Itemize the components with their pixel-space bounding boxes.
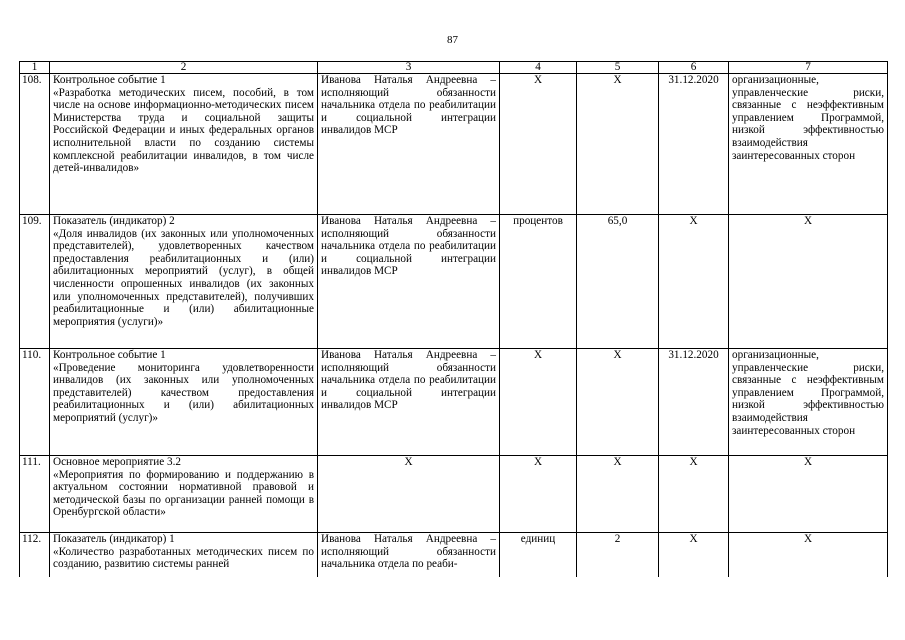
value-cell: Х [577, 349, 659, 456]
event-cell [50, 533, 318, 577]
col-header-2: 2 [50, 62, 318, 74]
table-row [20, 74, 888, 215]
responsible-cell: Иванова Наталья Андреевна – исполняющий обязанности начальника отдела по реабилитации и социальной интеграции инвалидов МСР [318, 215, 500, 349]
event-title: Показатель (индикатор) 1 [53, 533, 175, 545]
risks-cell: организационные, управленческие риски, связанные с неэффективным управлением Программой, низкой эффективностью взаимодействия заинтересованных сторон [729, 74, 888, 215]
event-body: «Проведение мониторинга удовлетворенности инвалидов (их законных или уполномоченных представителей) качеством предоставления реабилитационных и (или) абилитационных мероприятий (услуг)» [53, 361, 314, 424]
row-number: 109. [20, 215, 50, 349]
col-header-3: 3 [318, 62, 500, 74]
event-body: «Доля инвалидов (их законных или уполномоченных представителей), удовлетворенных качеством предоставления реабилитационных и (или) абилитационных мероприятий (услуг), в общей численности опрошенных инвалидов (их законных или уполномоченных представителей), получивших реабилитационные и (или) абилитационные мероприятия (услуги)» [53, 227, 314, 328]
date-cell: 31.12.2020 [659, 349, 729, 456]
date-cell: Х [659, 533, 729, 577]
date-cell: Х [659, 456, 729, 533]
event-cell [50, 349, 318, 456]
responsible-cell: Иванова Наталья Андреевна – исполняющий обязанности начальника отдела по реаби- [318, 533, 500, 577]
page-number: 87 [447, 34, 458, 46]
risks-cell: Х [729, 456, 888, 533]
risks-cell: Х [729, 215, 888, 349]
col-header-6: 6 [659, 62, 729, 74]
unit-cell: процентов [500, 215, 577, 349]
unit-cell: Х [500, 349, 577, 456]
event-body: «Количество разработанных методических писем по созданию, развитию системы ранней [53, 545, 314, 571]
col-header-1: 1 [20, 62, 50, 74]
row-number: 110. [20, 349, 50, 456]
date-cell: Х [659, 215, 729, 349]
unit-cell: Х [500, 74, 577, 215]
value-cell: 65,0 [577, 215, 659, 349]
risks-cell: организационные, управленческие риски, связанные с неэффективным управлением Программой, низкой эффективностью взаимодействия заинтересованных сторон [729, 349, 888, 456]
risks-cell: Х [729, 533, 888, 577]
col-header-4: 4 [500, 62, 577, 74]
unit-cell: единиц [500, 533, 577, 577]
value-cell: Х [577, 456, 659, 533]
unit-cell: Х [500, 456, 577, 533]
responsible-cell: Х [318, 456, 500, 533]
header-row [20, 62, 888, 74]
row-number: 111. [20, 456, 50, 533]
event-cell [50, 215, 318, 349]
table-row [20, 456, 888, 533]
event-title: Контрольное событие 1 [53, 74, 166, 86]
event-body: «Мероприятия по формированию и поддержанию в актуальном состоянии нормативной правовой и методической базы по организации ранней помощи в Оренбургской области» [53, 468, 314, 519]
table-row [20, 533, 888, 577]
table-row [20, 349, 888, 456]
table-row [20, 215, 888, 349]
date-cell: 31.12.2020 [659, 74, 729, 215]
row-number: 112. [20, 533, 50, 577]
event-body: «Разработка методических писем, пособий, в том числе на основе информационно-методических писем Министерства труда и социальной защиты Российской Федерации и иных федеральных органов исполнительной власти по созданию системы комплексной реабилитации инвалидов, в том числе детей-инвалидов» [53, 86, 314, 175]
event-title: Основное мероприятие 3.2 [53, 456, 181, 468]
event-cell [50, 456, 318, 533]
program-table [19, 61, 888, 577]
event-title: Показатель (индикатор) 2 [53, 215, 175, 227]
value-cell: 2 [577, 533, 659, 577]
responsible-cell: Иванова Наталья Андреевна – исполняющий обязанности начальника отдела по реабилитации и социальной интеграции инвалидов МСР [318, 74, 500, 215]
col-header-5: 5 [577, 62, 659, 74]
event-title: Контрольное событие 1 [53, 349, 166, 361]
col-header-7: 7 [729, 62, 888, 74]
value-cell: Х [577, 74, 659, 215]
responsible-cell: Иванова Наталья Андреевна – исполняющий обязанности начальника отдела по реабилитации и социальной интеграции инвалидов МСР [318, 349, 500, 456]
event-cell [50, 74, 318, 215]
row-number: 108. [20, 74, 50, 215]
